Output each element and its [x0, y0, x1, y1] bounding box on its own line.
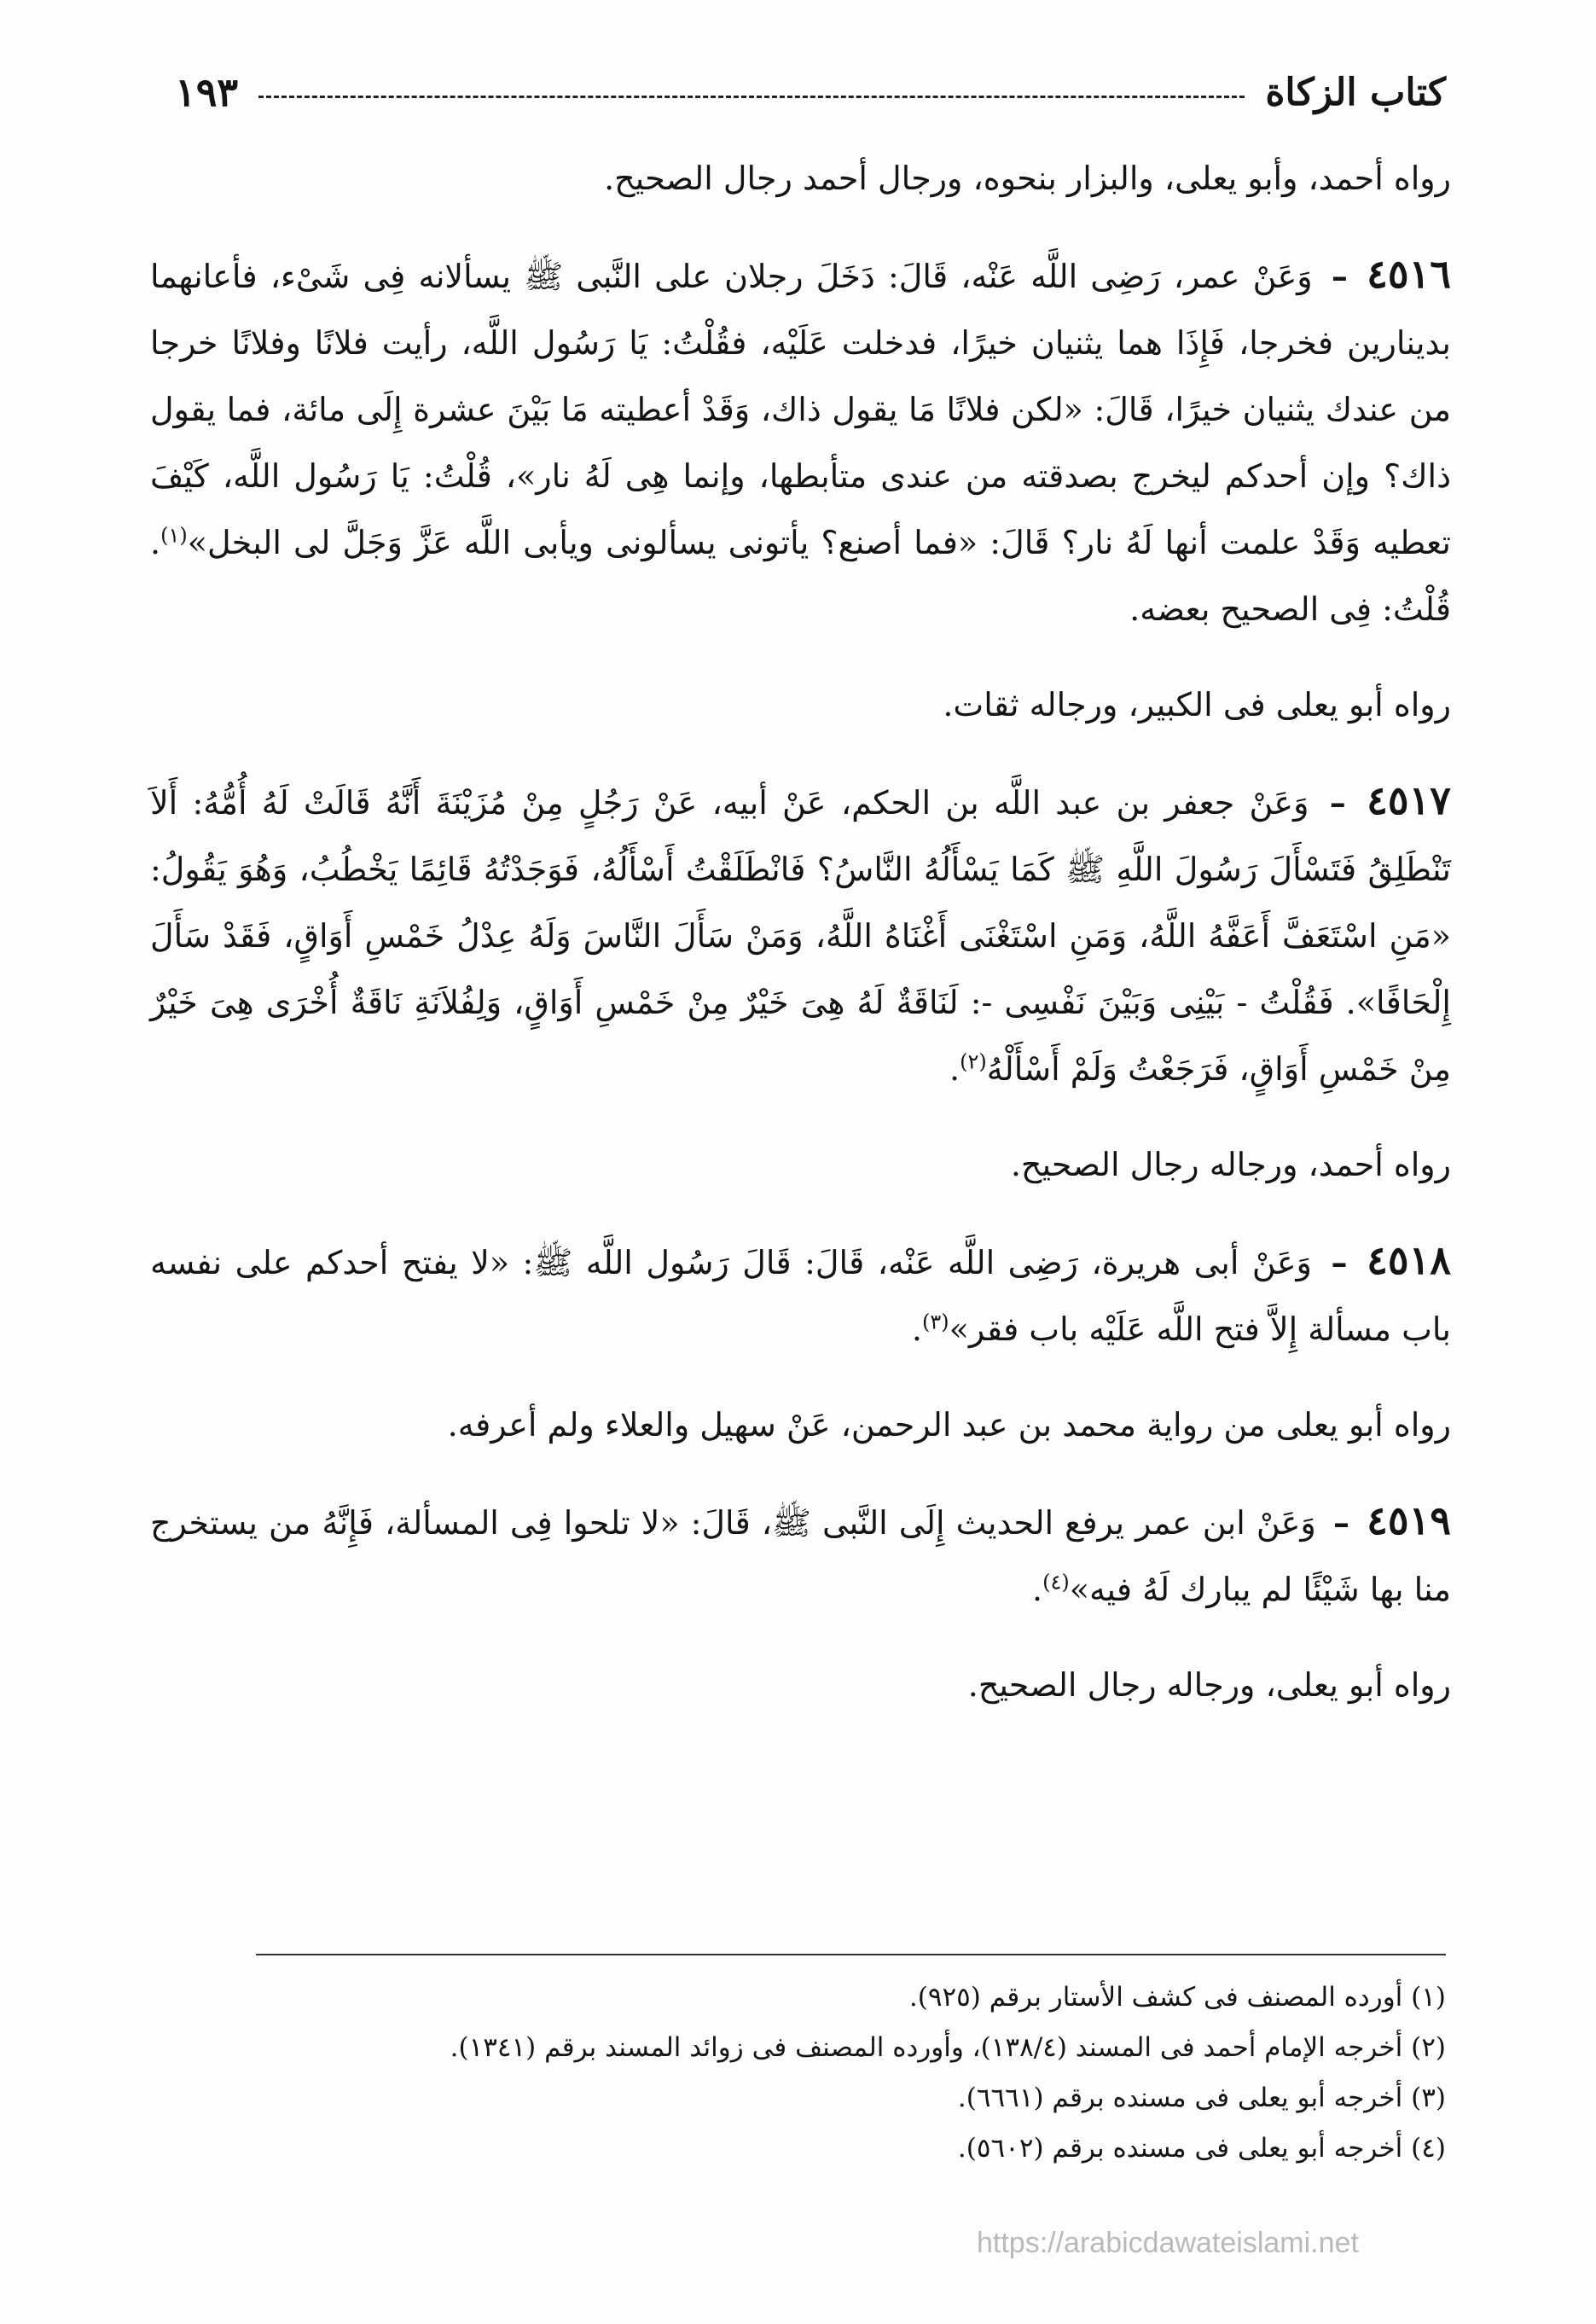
footnote-4: (٤) أخرجه أبو يعلى فى مسنده برقم (٥٦٠٢).	[957, 2133, 1446, 2164]
hadith-number: ٤٥١٧	[1367, 777, 1451, 823]
hadith-number: ٤٥١٩	[1367, 1497, 1451, 1543]
book-title: كتاب الزكاة	[1265, 70, 1446, 114]
hadith-period: .	[1032, 1571, 1043, 1608]
hadith-period: .	[911, 1310, 922, 1348]
footnote-3: (٣) أخرجه أبو يعلى فى مسنده برقم (٦٦٦١).	[957, 2083, 1446, 2113]
source-line	[150, 1131, 1451, 1198]
footnote-rule	[256, 1954, 1446, 1955]
hadith-4519	[150, 1487, 1451, 1623]
source-line	[150, 671, 1451, 738]
source-text: رواه أبو يعلى، ورجاله رجال الصحيح.	[967, 1666, 1451, 1704]
hadith-number: ٤٥١٨	[1367, 1237, 1451, 1283]
source-text: رواه أبو يعلى فى الكبير، ورجاله ثقات.	[943, 686, 1451, 723]
source-text: رواه أحمد، وأبو يعلى، والبزار بنحوه، ورجال أحمد رجال الصحيح.	[604, 160, 1451, 197]
watermark-url: https://arabicdawateislami.net	[977, 2227, 1359, 2259]
hadith-4518	[150, 1227, 1451, 1362]
hadith-note: . قُلْتُ: فِى الصحيح بعضه.	[150, 524, 1451, 628]
running-head	[175, 67, 1446, 118]
footnotes	[149, 1972, 1446, 2174]
hadith-text: وَعَنْ عمر، رَضِى اللَّه عَنْه، قَالَ: دَخَلَ رجلان على النَّبى ﷺ يسألانه فِى شَىْء، فأعانهما بدينارين فخرجا، فَإِذَا هما يثنيان خيرًا، فدخلت عَلَيْه، فقُلْتُ: يَا رَسُول اللَّه، رأيت فلانًا وفلانًا خرجا من عندك يثنيان خيرًا، قَالَ: «لكن فلانًا مَا يقول ذاك، وَقَدْ أعطيته مَا بَيْنَ عشرة إِلَى مائة، فما يقول ذاك؟ وإن أحدكم ليخرج بصدقته من عندى متأبطها، وإنما هِى لَهُ نار»، قُلْتُ: يَا رَسُول اللَّه، كَيْفَ تعطيه وَقَدْ علمت أنها لَهُ نار؟ قَالَ: «فما أصنع؟ يأتونى يسألونى ويأبى اللَّه عَزَّ وَجَلَّ لى البخل»	[150, 258, 1451, 561]
hadith-4516	[150, 241, 1451, 642]
footnote-1: (١) أورده المصنف فى كشف الأستار برقم (٩٢٥).	[908, 1982, 1446, 2013]
hadith-text: وَعَنْ ابن عمر يرفع الحديث إِلَى النَّبى ﷺ، قَالَ: «لا تلحوا فِى المسألة، فَإِنَّهُ من يستخرج منا بها شَيْئًا لم يبارك لَهُ فيه»	[150, 1504, 1451, 1608]
footnote-2: (٢) أخرجه الإمام أحمد فى المسند (١٣٨/٤)، وأورده المصنف فى زوائد المسند برقم (١٣٤١).	[450, 2032, 1446, 2063]
header-dash-rule	[258, 96, 1245, 98]
hadith-text: وَعَنْ جعفر بن عبد اللَّه بن الحكم، عَنْ أبيه، عَنْ رَجُلٍ مِنْ مُزَيْنَةَ أَنَّهُ قَالَتْ لَهُ أُمُّهُ: أَلاَ تَنْطَلِقُ فَتَسْأَلَ رَسُولَ اللَّهِ ﷺ كَمَا يَسْأَلُهُ النَّاسُ؟ فَانْطَلَقْتُ أَسْأَلُهُ، فَوَجَدْتُهُ قَائِمًا يَخْطُبُ، وَهُوَ يَقُولُ: «مَنِ اسْتَعَفَّ أَعَفَّهُ اللَّهُ، وَمَنِ اسْتَغْنَى أَغْنَاهُ اللَّهُ، وَمَنْ سَأَلَ النَّاسَ وَلَهُ عِدْلُ خَمْسِ أَوَاقٍ، فَقَدْ سَأَلَ إِلْحَافًا». فَقُلْتُ - بَيْنِى وَبَيْنَ نَفْسِى -: لَنَاقَةٌ لَهُ هِىَ خَيْرٌ مِنْ خَمْسِ أَوَاقٍ، وَلِفُلاَنَةِ نَاقَةٌ أُخْرَى هِىَ خَيْرٌ مِنْ خَمْسِ أَوَاقٍ، فَرَجَعْتُ وَلَمْ أَسْأَلْهُ	[150, 784, 1451, 1088]
source-line	[150, 145, 1451, 212]
source-text: رواه أحمد، ورجاله رجال الصحيح.	[1010, 1146, 1451, 1183]
hadith-dash: –	[1316, 1243, 1362, 1281]
hadith-number: ٤٥١٦	[1367, 251, 1451, 297]
footnote-ref: (١)	[160, 523, 188, 548]
hadith-dash: –	[1314, 783, 1362, 822]
body-text	[150, 145, 1451, 1747]
hadith-dash: –	[1317, 257, 1362, 295]
footnote-ref: (٣)	[921, 1310, 949, 1334]
footnote-ref: (٤)	[1042, 1570, 1070, 1595]
hadith-dash: –	[1320, 1503, 1362, 1542]
page-number: ١٩٣	[175, 69, 239, 115]
source-text: رواه أبو يعلى من رواية محمد بن عبد الرحمن، عَنْ سهيل والعلاء ولم أعرفه.	[447, 1406, 1451, 1444]
source-line	[150, 1391, 1451, 1458]
source-line	[150, 1652, 1451, 1718]
footnote-ref: (٢)	[960, 1049, 987, 1074]
hadith-4517	[150, 767, 1451, 1102]
hadith-period: .	[949, 1050, 961, 1088]
hadith-text: وَعَنْ أبى هريرة، رَضِى اللَّه عَنْه، قَالَ: قَالَ رَسُول اللَّه ﷺ: «لا يفتح أحدكم على نفسه باب مسألة إِلاَّ فتح اللَّه عَلَيْه باب فقر»	[150, 1244, 1451, 1348]
